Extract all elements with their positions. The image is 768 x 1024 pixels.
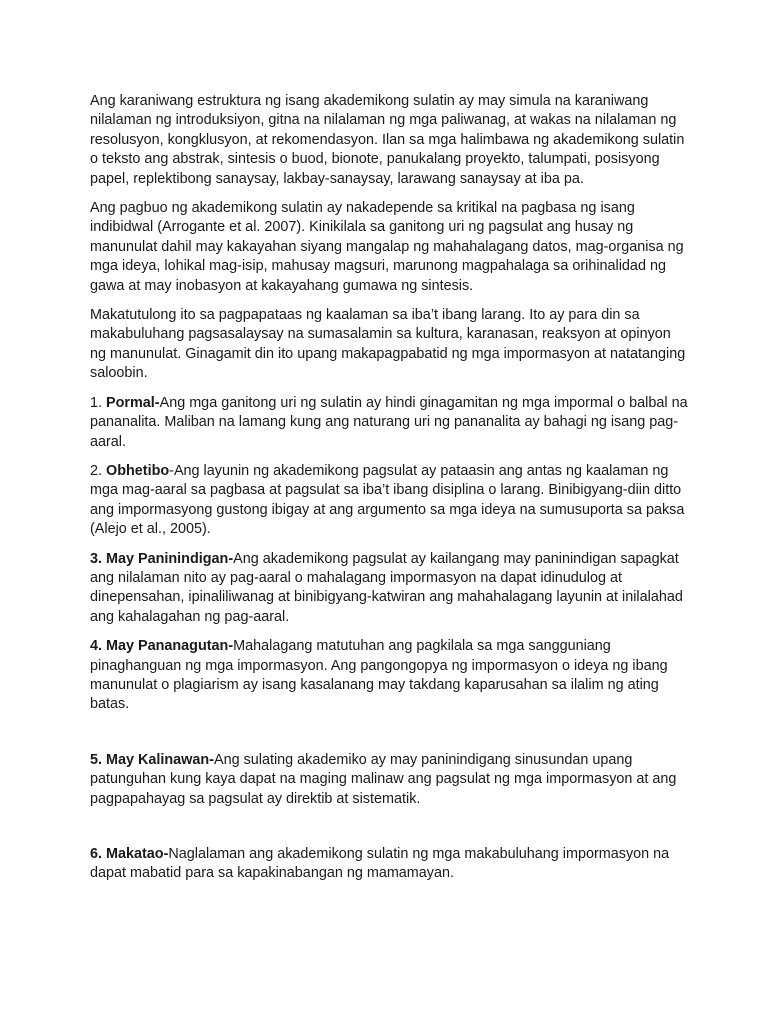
- item-text: Ang sulating akademiko ay may paninindigang sinusundan upang patunguhan kung kaya dapat na maging malinaw ang pagsulat ng mga impormasyon at ang pagpapahayag sa pagsulat ay direktib at sistematik.: [90, 751, 677, 807]
- item-term: Obhetibo: [106, 462, 170, 479]
- list-item-may-paninindigan: [90, 550, 688, 628]
- intro-paragraph: Ang karaniwang estruktura ng isang akademikong sulatin ay may simula na karaniwang nilalaman ng introduksiyon, gitna na nilalaman ng mga paliwanag, at wakas na nilalaman ng resolusyon, kongklusyon, at rekomendasyon. Ilan sa mga halimbawa ng akademikong sulatin o teksto ang abstrak, sintesis o buod, bionote, panukalang proyekto, talumpati, posisyong papel, replektibong sanaysay, lakbay-sanaysay, larawang sanaysay at iba pa.: [90, 93, 685, 187]
- item-term: May Pananagutan-: [106, 638, 234, 655]
- document-page: [90, 92, 688, 894]
- item-number: 6.: [90, 846, 106, 862]
- list-item-pormal: [90, 394, 688, 452]
- item-number: 1.: [90, 394, 106, 411]
- item-number: 4.: [90, 638, 106, 655]
- item-term: May Paninindigan-: [106, 550, 234, 567]
- item-term: Pormal-: [106, 394, 160, 411]
- item-number: 3.: [90, 550, 106, 567]
- item-term: Makatao-: [106, 846, 169, 862]
- item-text: Ang mga ganitong uri ng sulatin ay hindi ginagamitan ng mga impormal o balbal na pananalita. Maliban na lamang kung ang naturang uri ng pananalita ay bahagi ng isang pag-aaral.: [90, 394, 688, 450]
- item-number: 2.: [90, 462, 106, 479]
- list-item-obhetibo: [90, 462, 688, 540]
- item-number: 5.: [90, 751, 106, 768]
- item-text: Mahalagang matutuhan ang pagkilala sa mga sangguniang pinaghanguan ng mga impormasyon. Ang pangongopya ng impormasyon o ideya ng ibang manunulat o plagiarism ay isang kasalanang may takdang kaparusahan sa ilalim ng ating batas.: [90, 638, 668, 713]
- list-item-may-pananagutan: [90, 637, 688, 715]
- item-text: Ang akademikong pagsulat ay kailangang may paninindigan sapagkat ang nilalaman nito ay pag-aaral o mahalagang impormasyon na dapat idinudulog at dinepensahan, ipinaliliwanag at binibigyang-katwiran ang mahahalagang layunin at inilalahad ang kahalagahan ng pag-aaral.: [90, 550, 683, 625]
- item-text: -Ang layunin ng akademikong pagsulat ay pataasin ang antas ng kaalaman ng mga mag-aaral sa pagbasa at pagsulat sa iba’t ibang disiplina o larang. Binibigyang-diin ditto ang impormasyong gustong ibigay at ang argumento sa mga ideya na sumusuporta sa paksa (Alejo et al., 2005).: [90, 462, 685, 538]
- list-item-makatao: [90, 845, 688, 884]
- intro-paragraph: Ang pagbuo ng akademikong sulatin ay nakadepende sa kritikal na pagbasa ng isang indibidwal (Arrogante et al. 2007). Kinikilala sa ganitong uri ng pagsulat ang husay ng manunulat dahil may kakayahan siyang mangalap ng mahahalagang datos, mag-organisa ng mga ideya, lohikal mag-isip, mahusay magsuri, marunong magpahalaga sa orihinalidad ng gawa at may inobasyon at kakayahang gumawa ng sintesis.: [90, 200, 684, 294]
- item-text: Naglalaman ang akademikong sulatin ng mga makabuluhang impormasyon na dapat mabatid para sa kapakinabangan ng mamamayan.: [90, 846, 670, 882]
- intro-paragraph: Makatutulong ito sa pagpapataas ng kaalaman sa iba’t ibang larang. Ito ay para din sa makabuluhang pagsasalaysay na sumasalamin sa kultura, karanasan, reaksyon at opinyon ng manunulat. Ginagamit din ito upang makapagpabatid ng mga impormasyon at natatanging saloobin.: [90, 307, 686, 382]
- list-item-may-kalinawan: [90, 751, 688, 809]
- item-term: May Kalinawan-: [106, 751, 214, 768]
